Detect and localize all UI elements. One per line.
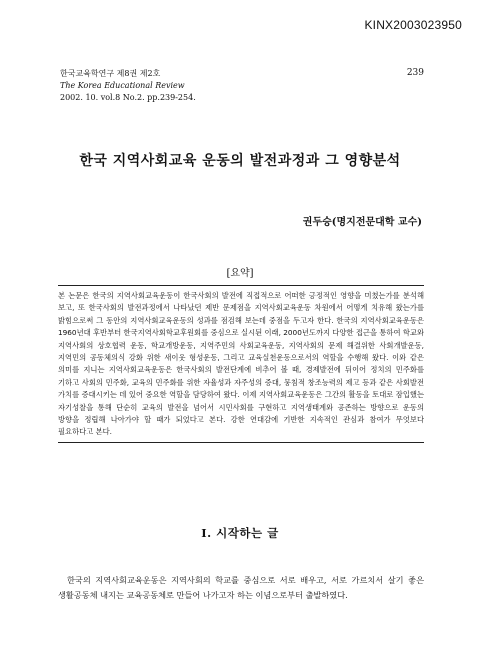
journal-name-english: The Korea Educational Review — [60, 81, 185, 90]
author: 권두승(명지전문대학 교수) — [302, 217, 422, 228]
section-title: Ⅰ. 시작하는 글 — [201, 526, 279, 540]
abstract-box — [58, 285, 424, 443]
paper-title: 한국 지역사회교육 운동의 발전과정과 그 영향분석 — [79, 153, 401, 169]
body-paragraph: 한국의 지역사회교육운동은 지역사회의 학교를 중심으로 서로 배우고, 서로 가르치서 살기 좋은 생활공동체 내지는 교육공동체로 만들어 나가고자 하는 이념으로부터 출발하였다. — [58, 575, 424, 600]
abstract-text: 본 논문은 한국의 지역사회교육운동이 한국사회의 발전에 직접적으로 어떠한 긍정적인 영향을 미쳤는가를 분석해 보고, 또 한국사회의 발전과정에서 나타났던 제반 문제점을 지역사회교육운동 차원에서 어떻게 치유해 왔는가를 밝힘으로써 그 동안의 지역사회교육운동의 성과를 점검해 보는데 중점을 두고자 한다. 한국의 지역사회교육운동은 1960년대 후반부터 한국지역사회학교후원회를 중심으로 실시된 이래, 2000년도까지 다양한 접근을 통하여 학교와 지역사회의 상호협력 운동, 학교개방운동, 지역주민의 사회교육운동, 지역사회의 문제 해결위한 사회개발운동, 지역민의 공동체의식 강화 위한 새이웃 형성운동, 그리고 교육실천운동으로서의 역할을 수행해 왔다. 이와 같은 의미를 지니는 지역사회교육운동은 한국사회의 발전단계에 비추어 볼 때, 경제발전에 뒤이어 정치의 민주화를 기하고 사회의 민주화, 교육의 민주화를 위한 자율성과 자주성의 증대, 뭉침적 창조능력의 제고 등과 같은 사회발전 가치를 증대시키는 데 있어 중요한 역할을 담당하여 왔다. 이제 지역사회교육운동은 그간의 활동을 토대로 잠입했는 자기성찰을 통해 단순히 교육의 발전을 넘어서 시민사회를 구현하고 지역생태계와 공존하는 방향으로 운동의 방향을 정립해 나아가야 할 때가 되었다고 본다. 강한 연대감에 기반한 지속적인 관심과 참여가 무엇보다 필요하다고 본다. — [58, 291, 424, 437]
journal-name-korean: 한국교육학연구 제8권 제2호 — [60, 69, 161, 78]
page-number: 239 — [406, 68, 424, 78]
journal-header — [60, 68, 196, 104]
document-id: KINX2003023950 — [364, 18, 462, 32]
abstract-heading: [요약] — [226, 268, 254, 279]
journal-issue: 2002. 10. vol.8 No.2. pp.239-254. — [60, 93, 196, 102]
